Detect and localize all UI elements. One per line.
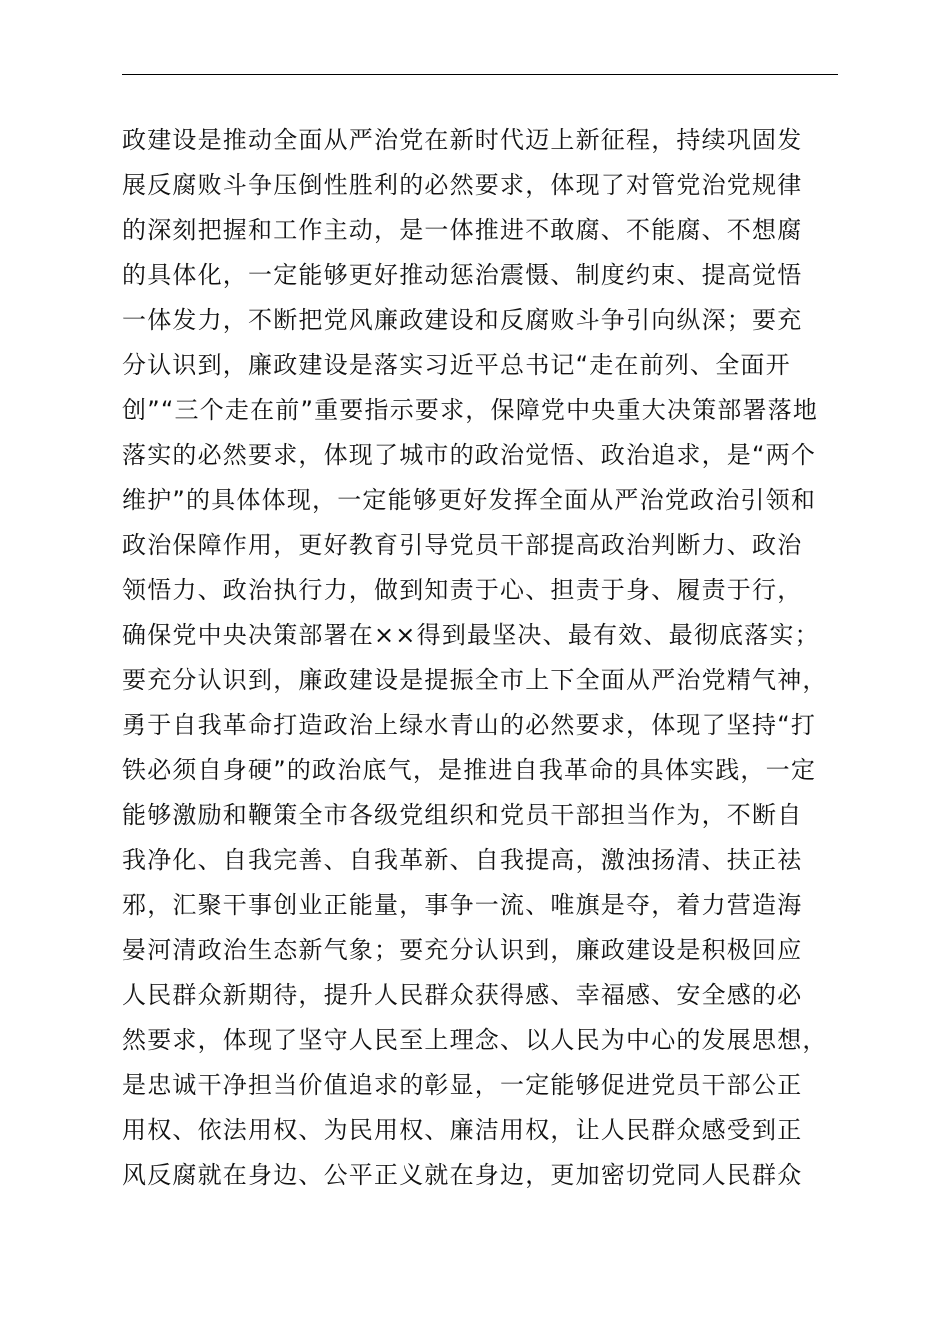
text-line: 我净化、自我完善、自我革新、自我提高，激浊扬清、扶正祛 <box>122 846 803 874</box>
text-line: 领悟力、政治执行力，做到知责于心、担责于身、履责于行， <box>122 576 803 604</box>
text-line: 展反腐败斗争压倒性胜利的必然要求，体现了对管党治党规律 <box>122 171 803 199</box>
text-line: 创”“三个走在前”重要指示要求，保障党中央重大决策部署落地 <box>122 396 819 424</box>
text-line: 铁必须自身硬”的政治底气，是推进自我革命的具体实践，一定 <box>122 756 817 784</box>
text-line: 人民群众新期待，提升人民群众获得感、幸福感、安全感的必 <box>122 981 803 1009</box>
text-line: 政建设是推动全面从严治党在新时代迈上新征程，持续巩固发 <box>122 126 803 154</box>
text-line: 的深刻把握和工作主动，是一体推进不敢腐、不能腐、不想腐 <box>122 216 803 244</box>
text-line: 是忠诚干净担当价值追求的彰显，一定能够促进党员干部公正 <box>122 1071 803 1099</box>
text-line: 一体发力，不断把党风廉政建设和反腐败斗争引向纵深；要充 <box>122 306 803 334</box>
text-line: 勇于自我革命打造政治上绿水青山的必然要求，体现了坚持“打 <box>122 711 817 739</box>
text-line: 维护”的具体体现，一定能够更好发挥全面从严治党政治引领和 <box>122 486 817 514</box>
text-line: 落实的必然要求，体现了城市的政治觉悟、政治追求，是“两个 <box>122 441 817 469</box>
text-line: 政治保障作用，更好教育引导党员干部提高政治判断力、政治 <box>122 531 803 559</box>
text-line: 风反腐就在身边、公平正义就在身边，更加密切党同人民群众 <box>122 1161 803 1189</box>
text-line: 的具体化，一定能够更好推动惩治震慑、制度约束、提高觉悟 <box>122 261 803 289</box>
text-line: 确保党中央决策部署在××得到最坚决、最有效、最彻底落实； <box>122 621 820 649</box>
text-line: 要充分认识到，廉政建设是提振全市上下全面从严治党精气神， <box>122 666 828 694</box>
header-rule <box>122 74 838 75</box>
text-line: 邪，汇聚干事创业正能量，事争一流、唯旗是夺，着力营造海 <box>122 891 803 919</box>
text-line: 晏河清政治生态新气象；要充分认识到，廉政建设是积极回应 <box>122 936 803 964</box>
text-line: 能够激励和鞭策全市各级党组织和党员干部担当作为，不断自 <box>122 801 803 829</box>
text-line: 用权、依法用权、为民用权、廉洁用权，让人民群众感受到正 <box>122 1116 803 1144</box>
text-line: 然要求，体现了坚守人民至上理念、以人民为中心的发展思想， <box>122 1026 828 1054</box>
body-text <box>122 118 882 1198</box>
text-line: 分认识到，廉政建设是落实习近平总书记“走在前列、全面开 <box>122 351 791 379</box>
